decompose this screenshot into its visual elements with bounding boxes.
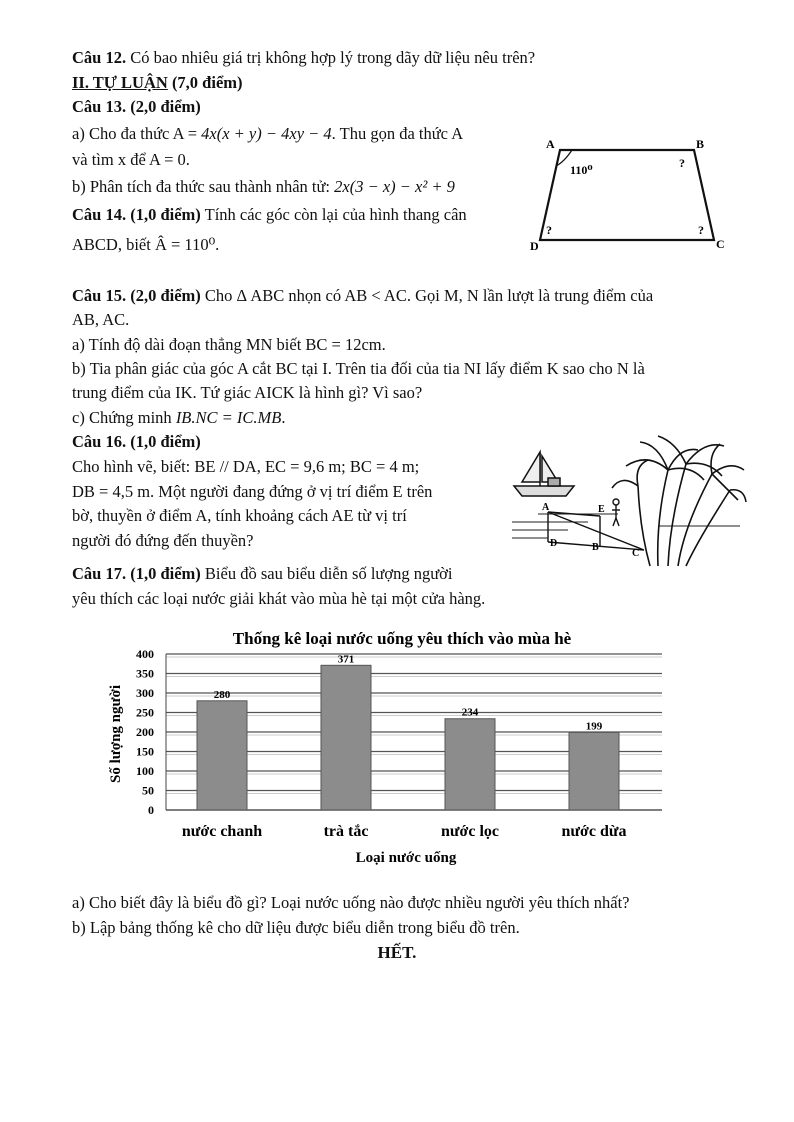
y-tick-label: 0 xyxy=(148,803,154,817)
section-heading xyxy=(72,72,243,94)
q15-line2: AB, AC. xyxy=(72,310,130,329)
end-mark: HẾT. xyxy=(377,943,417,962)
x-tick-label: nước chanh xyxy=(181,823,263,840)
q15-line1 xyxy=(72,285,653,307)
q16-label: Câu 16. (1,0 điểm) xyxy=(72,432,201,451)
q13-b-pre: b) Phân tích đa thức sau thành nhân tử: xyxy=(72,177,335,196)
q17-b: b) Lập bảng thống kê cho dữ liệu được biểu diễn trong biểu đồ trên. xyxy=(72,918,520,937)
y-tick-label: 100 xyxy=(136,764,154,778)
x-tick-label: nước dừa xyxy=(561,823,627,840)
chart-title: Thống kê loại nước uống yêu thích vào mùa hè xyxy=(232,629,572,648)
bar xyxy=(197,701,247,810)
vertex-A: A xyxy=(546,137,555,151)
person-icon xyxy=(612,499,620,526)
boat-icon xyxy=(514,452,574,496)
vertex-B: B xyxy=(696,137,705,151)
q15-text: Cho Δ ABC nhọn có AB < AC. Gọi M, N lần lượt là trung điểm của xyxy=(200,286,654,305)
section-title: II. TỰ LUẬN xyxy=(72,73,168,92)
q17-label: Câu 17. (1,0 điểm) xyxy=(72,564,201,583)
y-tick-label: 250 xyxy=(136,705,154,720)
q15-a: a) Tính độ dài đoạn thẳng MN biết BC = 12cm. xyxy=(72,335,386,354)
chart-ylabel: Số lượng người xyxy=(108,685,124,783)
angle-C-q: ? xyxy=(698,223,704,237)
q13-label: Câu 13. (2,0 điểm) xyxy=(72,97,201,116)
q12-label: Câu 12. xyxy=(72,48,127,67)
fig-point-A: A xyxy=(542,502,550,513)
fig-point-C: C xyxy=(632,548,640,559)
y-tick-label: 300 xyxy=(136,686,154,700)
q17-line2: yêu thích các loại nước giải khát vào mùa hè tại một cửa hàng. xyxy=(72,589,486,608)
q13-a xyxy=(72,123,463,145)
vertex-D: D xyxy=(530,239,539,253)
q16-l4: người đó đứng đến thuyền? xyxy=(72,531,254,550)
q13-b xyxy=(72,176,455,198)
fig-point-D: D xyxy=(550,538,558,549)
q15-b2: trung điểm của IK. Tứ giác AICK là hình gì? Vì sao? xyxy=(72,383,423,402)
q15-label: Câu 15. (2,0 điểm) xyxy=(72,286,201,305)
y-tick-label: 150 xyxy=(136,744,154,759)
chart-xlabel: Loại nước uống xyxy=(355,850,457,866)
trapezoid-figure xyxy=(526,136,731,254)
q17-text: Biểu đồ sau biểu diễn số lượng người xyxy=(200,564,453,583)
x-tick-label: trà tắc xyxy=(323,823,369,840)
bar-chart xyxy=(96,620,676,872)
q17-line1 xyxy=(72,563,452,585)
q14-line2: ABCD, biết Â = 110⁰. xyxy=(72,235,220,254)
y-tick-label: 200 xyxy=(136,725,154,739)
q13-b-expr: 2x(3 − x) − x² + 9 xyxy=(334,177,455,196)
fig-point-E: E xyxy=(598,504,605,515)
q13-a-pre: a) Cho đa thức A = xyxy=(72,124,202,143)
q15-c xyxy=(72,407,285,429)
y-tick-label: 400 xyxy=(136,647,154,661)
q15-b1: b) Tia phân giác của góc A cắt BC tại I. Trên tia đối của tia NI lấy điểm K sao cho N là xyxy=(72,359,645,378)
beach-figure xyxy=(508,430,748,570)
bar-value-label: 234 xyxy=(461,706,479,719)
trapezoid-shape xyxy=(540,150,714,240)
q15-c-expr: IB.NC = IC.MB xyxy=(175,408,282,427)
angle-A-label: 110⁰ xyxy=(570,163,593,177)
x-tick-label: nước lọc xyxy=(440,823,500,840)
bar-value-label: 280 xyxy=(213,688,231,701)
q15-c-post: . xyxy=(281,408,286,427)
q17-a: a) Cho biết đây là biểu đồ gì? Loại nước uống nào được nhiều người yêu thích nhất? xyxy=(72,893,630,912)
vertex-C: C xyxy=(716,237,725,251)
bar xyxy=(445,719,495,810)
q13-a-post: . Thu gọn đa thức A xyxy=(331,124,464,143)
q14-text: Tính các góc còn lại của hình thang cân xyxy=(200,205,467,224)
q13-a-line2: và tìm x để A = 0. xyxy=(72,150,190,169)
y-tick-label: 50 xyxy=(142,783,154,798)
q16-l1: Cho hình vẽ, biết: BE // DA, EC = 9,6 m; BC = 4 m; xyxy=(72,457,420,476)
bar-value-label: 199 xyxy=(585,720,603,733)
q12-text: Có bao nhiêu giá trị không hợp lý trong dãy dữ liệu nêu trên? xyxy=(126,48,536,67)
q13-a-expr: 4x(x + y) − 4xy − 4 xyxy=(201,124,332,143)
q16-l2: DB = 4,5 m. Một người đang đứng ở vị trí điểm E trên xyxy=(72,482,433,501)
palm-trees-icon xyxy=(612,436,746,566)
q15-c-pre: c) Chứng minh xyxy=(72,408,176,427)
angle-B-q: ? xyxy=(679,156,685,170)
q14-label: Câu 14. (1,0 điểm) xyxy=(72,205,201,224)
q16-l3: bờ, thuyền ở điểm A, tính khoảng cách AE từ vị trí xyxy=(72,506,407,525)
bar xyxy=(321,665,371,810)
section-points: (7,0 điểm) xyxy=(167,73,243,92)
bar xyxy=(569,732,619,810)
y-tick-label: 350 xyxy=(136,666,154,681)
water-lines xyxy=(512,514,740,538)
bar-value-label: 371 xyxy=(337,653,355,666)
fig-point-B: B xyxy=(592,542,599,553)
angle-D-q: ? xyxy=(546,223,552,237)
q12-line xyxy=(72,47,535,69)
q14-line xyxy=(72,204,467,226)
